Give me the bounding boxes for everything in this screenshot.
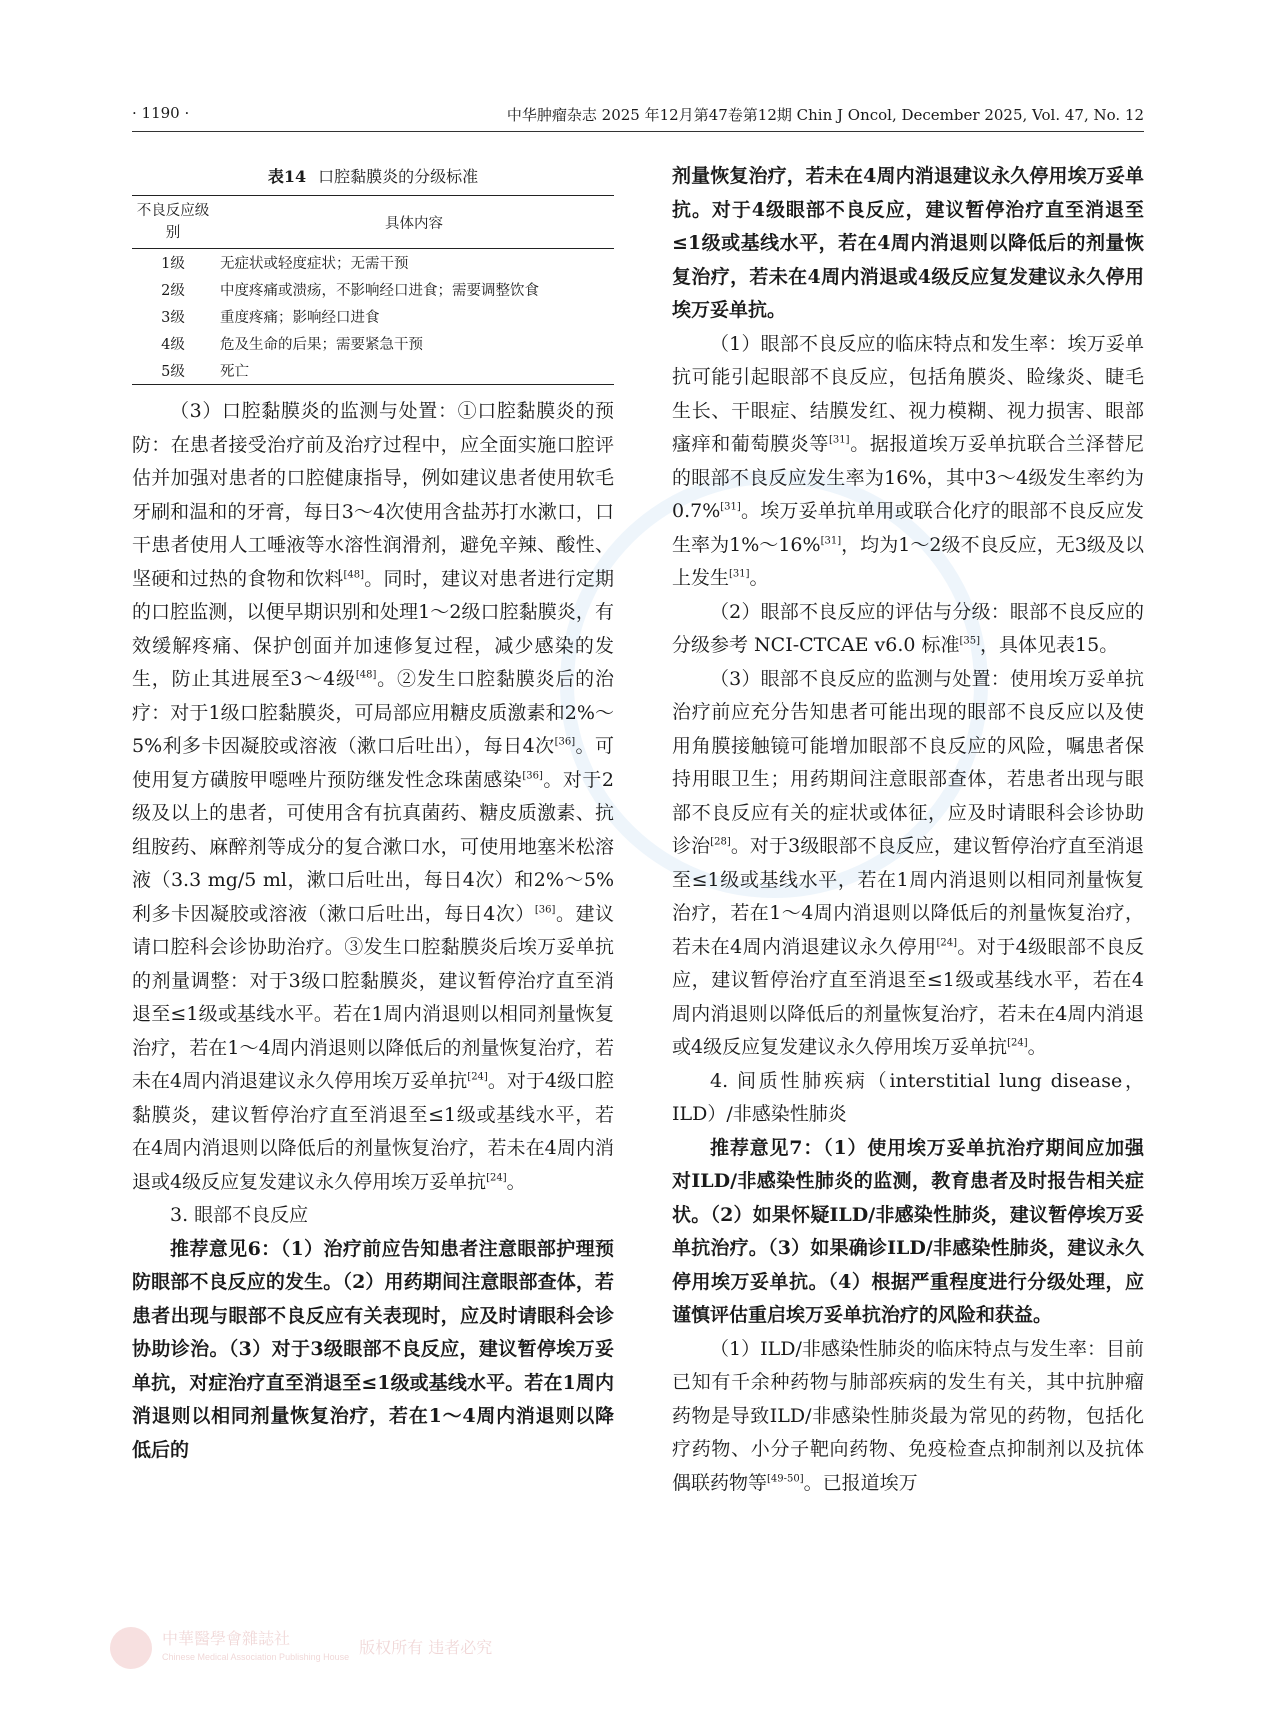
table-row — [132, 249, 614, 277]
copyright-notice: 版权所有 违者必究 — [359, 1638, 493, 1657]
paragraph-ocular-management: （3）眼部不良反应的监测与处置：使用埃万妥单抗治疗前应充分告知患者可能出现的眼部不良反应以及使用角膜接触镜可能增加眼部不良反应的风险，嘱患者保持用眼卫生；用药期间注意眼部查体，若患者出现与眼部不良反应有关的症状或体征，应及时请眼科会诊协助诊治[28]。对于3级眼部不良反应，建议暂停治疗直至消退至≤1级或基线水平，若在1周内消退则以相同剂量恢复治疗，若在1～4周内消退则以降低后的剂量恢复治疗，若未在4周内消退建议永久停用[24]。对于4级眼部不良反应，建议暂停治疗直至消退至≤1级或基线水平，若在4周内消退则以降低后的剂量恢复治疗，若未在4周内消退或4级反应复发建议永久停用埃万妥单抗[24]。 — [672, 667, 1145, 1058]
citation: [31] — [720, 501, 741, 513]
recommendation-6-continued: 剂量恢复治疗，若未在4周内消退建议永久停用埃万妥单抗。对于4级眼部不良反应，建议暂停治疗直至消退至≤1级或基线水平，若在4周内消退则以降低后的剂量恢复治疗，若未在4周内消退或4级反应复发建议永久停用埃万妥单抗。 — [672, 165, 1144, 321]
table-header-row — [132, 196, 614, 249]
content-cell: 死亡 — [220, 364, 249, 380]
grade-cell: 3级 — [161, 310, 185, 326]
page-header — [132, 98, 1144, 132]
table-row — [132, 303, 614, 330]
citation: [31] — [729, 568, 750, 580]
recommendation-7: 推荐意见7：（1）使用埃万妥单抗治疗期间应加强对ILD/非感染性肺炎的监测，教育患者及时报告相关症状。（2）如果怀疑ILD/非感染性肺炎，建议暂停埃万妥单抗治疗。（3）如果确诊ILD/非感染性肺炎，建议永久停用埃万妥单抗。（4）根据严重程度进行分级处理，应谨慎评估重启埃万妥单抗治疗的风险和获益。 — [672, 1136, 1144, 1326]
grade-cell: 2级 — [161, 283, 185, 299]
citation: [28] — [710, 836, 731, 848]
publisher-logo-icon — [110, 1627, 152, 1669]
col-header-grade: 不良反应级别 — [136, 203, 210, 241]
citation: [31] — [820, 535, 842, 547]
grade-cell: 5级 — [161, 364, 185, 380]
paragraph-ild-features: （1）ILD/非感染性肺炎的临床特点与发生率：目前已知有千余种药物与肺部疾病的发生有关，其中抗肿瘤药物是导致ILD/非感染性肺炎最为常见的药物，包括化疗药物、小分子靶向药物、免疫检查点抑制剂以及抗体偶联药物等[49-50]。已报道埃万 — [672, 1337, 1144, 1494]
citation: [48] — [355, 669, 377, 681]
page-number: · 1190 · — [132, 104, 190, 122]
content-cell: 中度疼痛或溃疡，不影响经口进食；需要调整饮食 — [220, 283, 539, 299]
table-row — [132, 357, 614, 385]
content-cell: 无症状或轻度症状；无需干预 — [220, 256, 409, 272]
grade-cell: 1级 — [161, 256, 185, 272]
table-label: 表14 — [267, 167, 307, 186]
paragraph-ocular-grading: （2）眼部不良反应的评估与分级：眼部不良反应的分级参考 NCI-CTCAE v6.0 标准[35]，具体见表15。 — [672, 600, 1144, 656]
citation: [36] — [534, 904, 556, 916]
table-row — [132, 330, 614, 357]
citation: [24] — [936, 937, 958, 949]
publisher-watermark — [110, 1622, 492, 1674]
grading-table — [132, 195, 614, 385]
right-column — [672, 160, 1144, 1500]
publisher-name: 中華醫學會雜誌社 Chinese Medical Association Publishing House — [162, 1629, 350, 1662]
citation: [31] — [829, 434, 850, 446]
citation: [35] — [959, 635, 981, 647]
table-row — [132, 276, 614, 303]
citation: [49-50] — [767, 1473, 804, 1485]
section-heading-ild: 4. 间质性肺疾病（interstitial lung disease，ILD）/非感染性肺炎 — [672, 1069, 1144, 1125]
grade-cell: 4级 — [161, 337, 185, 353]
left-column — [132, 160, 614, 1467]
section-heading-ocular: 3. 眼部不良反应 — [170, 1204, 309, 1226]
paragraph-oral-mucositis-management: （3）口腔黏膜炎的监测与处置：①口腔黏膜炎的预防：在患者接受治疗前及治疗过程中，应全面实施口腔评估并加强对患者的口腔健康指导，例如建议患者使用软毛牙刷和温和的牙膏，每日3～4次使用含盐苏打水漱口，口干患者使用人工唾液等水溶性润滑剂，避免辛辣、酸性、坚硬和过热的食物和饮料[48]。同时，建议对患者进行定期的口腔监测，以便早期识别和处理1～2级口腔黏膜炎，有效缓解疼痛、保护创面并加速修复过程，减少感染的发生，防止其进展至3～4级[48]。②发生口腔黏膜炎后的治疗：对于1级口腔黏膜炎，可局部应用糖皮质激素和2%～5%利多卡因凝胶或溶液（漱口后吐出），每日4次[36]。可使用复方磺胺甲噁唑片预防继发性念珠菌感染[36]。对于2级及以上的患者，可使用含有抗真菌药、糖皮质激素、抗组胺药、麻醉剂等成分的复合漱口水，可使用地塞米松溶液（3.3 mg/5 ml，漱口后吐出，每日4次）和2%～5%利多卡因凝胶或溶液（漱口后吐出，每日4次）[36]。建议请口腔科会诊协助治疗。③发生口腔黏膜炎后埃万妥单抗的剂量调整：对于3级口腔黏膜炎，建议暂停治疗直至消退至≤1级或基线水平。若在1周内消退则以相同剂量恢复治疗，若在1～4周内消退则以降低后的剂量恢复治疗，若未在4周内消退建议永久停用埃万妥单抗[24]。对于4级口腔黏膜炎，建议暂停治疗直至消退至≤1级或基线水平，若在4周内消退则以降低后的剂量恢复治疗，若未在4周内消退或4级反应复发建议永久停用埃万妥单抗[24]。 — [132, 400, 614, 1193]
content-cell: 重度疼痛；影响经口进食 — [220, 310, 380, 326]
citation: [24] — [486, 1172, 507, 1184]
citation: [24] — [1007, 1037, 1028, 1049]
table-title: 口腔黏膜炎的分级标准 — [318, 167, 479, 186]
citation: [36] — [554, 736, 576, 748]
header-rule — [132, 131, 1144, 132]
col-header-content: 具体内容 — [385, 215, 443, 232]
journal-citation: 中华肿瘤杂志 2025 年12月第47卷第12期 Chin J Oncol, December 2025, Vol. 47, No. 12 — [506, 106, 1144, 124]
table-caption — [132, 164, 614, 187]
citation: [36] — [522, 770, 543, 782]
citation: [48] — [343, 569, 365, 581]
paragraph-ocular-features: （1）眼部不良反应的临床特点和发生率：埃万妥单抗可能引起眼部不良反应，包括角膜炎、睑缘炎、睫毛生长、干眼症、结膜发红、视力模糊、视力损害、眼部瘙痒和葡萄膜炎等[31]。据报道埃万妥单抗联合兰泽替尼的眼部不良反应发生率为16%，其中3～4级发生率约为0.7%[31]。埃万妥单抗单用或联合化疗的眼部不良反应发生率为1%～16%[31]，均为1～2级不良反应，无3级及以上发生[31]。 — [672, 332, 1144, 589]
recommendation-6: 推荐意见6：（1）治疗前应告知患者注意眼部护理预防眼部不良反应的发生。（2）用药期间注意眼部查体，若患者出现与眼部不良反应有关表现时，应及时请眼科会诊协助诊治。（3）对于3级眼部不良反应，建议暂停埃万妥单抗，对症治疗直至消退至≤1级或基线水平。若在1周内消退则以相同剂量恢复治疗，若在1～4周内消退则以降低后的 — [132, 1237, 614, 1461]
content-cell: 危及生命的后果；需要紧急干预 — [220, 337, 423, 353]
citation: [24] — [467, 1071, 488, 1083]
